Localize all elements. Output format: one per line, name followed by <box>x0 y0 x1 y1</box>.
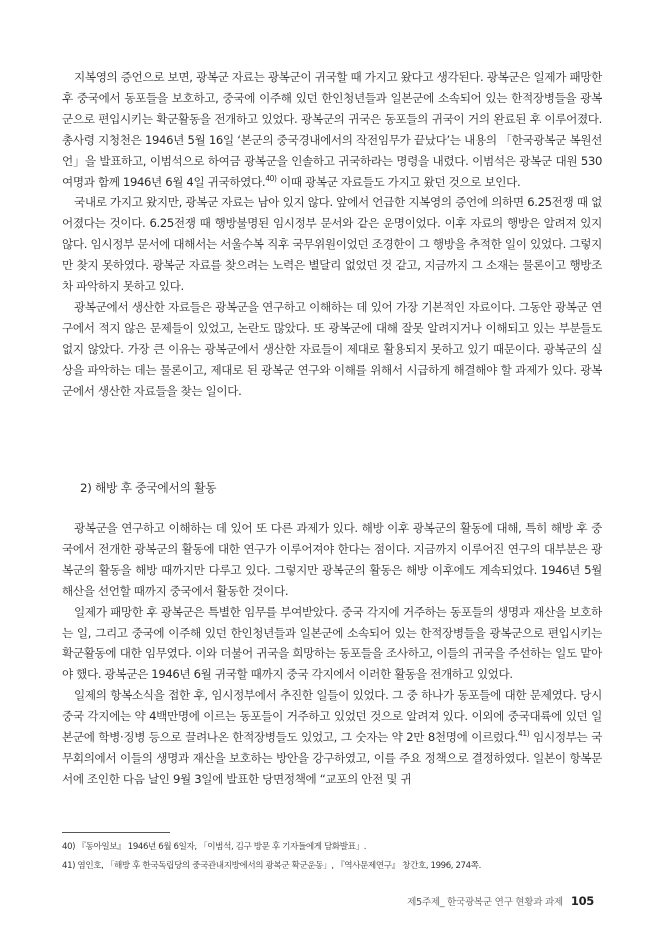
footnotes <box>62 838 602 876</box>
page-number: 105 <box>570 894 594 908</box>
paragraph-text: 이때 광복군 자료들도 가지고 왔던 것으로 보인다. <box>276 174 521 189</box>
footnote-divider <box>62 832 170 833</box>
paragraph: 광복군을 연구하고 이해하는 데 있어 또 다른 과제가 있다. 해방 이후 광복군의 활동에 대해, 특히 해방 후 중국에서 전개한 광복군의 활동에 대한 연구가 이루어져야 한다는 점이다. 지금까지 이루어진 연구의 대부분은 광복군의 활동을 해방 때까지만 다루고 있다. 그렇지만 광복군의 활동은 해방 이후에도 계속되었다. 1946년 5월 해산을 선언할 때까지 중국에서 활동한 것이다. <box>62 521 602 598</box>
footnote-ref-41: 41) <box>517 729 530 739</box>
section-1-text <box>62 67 602 402</box>
paragraph <box>62 67 602 192</box>
paragraph-text: 임시정부는 국무회의에서 이들의 생명과 재산을 보호하는 방안을 강구하였고, 이를 주요 정책으로 결정하였다. 일본이 항복문서에 조인한 다음 날인 9월 3일에 발표한 당면정책에 “교포의 안전 및 귀 <box>62 730 602 786</box>
paragraph: 일제가 패망한 후 광복군은 특별한 임무를 부여받았다. 중국 각지에 거주하는 동포들의 생명과 재산을 보호하는 일, 그리고 중국에 이주해 있던 한인청년들과 일본군에 소속되어 있는 한적장병들을 광복군으로 편입시키는 확군활동에 대한 임무였다. 이와 더불어 귀국을 희망하는 동포들을 조사하고, 이들의 귀국을 주선하는 일도 맡아야 했다. 광복군은 1946년 6월 귀국할 때까지 중국 각지에서 이러한 활동을 전개하고 있었다. <box>62 604 602 682</box>
paragraph: 광복군에서 생산한 자료들은 광복군을 연구하고 이해하는 데 있어 가장 기본적인 자료이다. 그동안 광복군 연구에서 적지 않은 문제들이 있었고, 논란도 많았다. 또 광복군에 대해 잘못 알려지거나 이해되고 있는 부분들도 없지 않았다. 가장 큰 이유는 광복군에서 생산한 자료들이 제대로 활용되지 못하고 있기 때문이다. 광복군의 실상을 파악하는 데는 물론이고, 제대로 된 광복군 연구와 이해를 위해서 시급하게 해결해야 할 과제가 있다. 광복군에서 생산한 자료들을 찾는 일이다. <box>62 299 602 398</box>
footnote-ref-40: 40) <box>265 173 277 183</box>
footnote-40: 40) 『동아일보』 1946년 6월 6일자, 「이범석, 김구 방문 후 기자들에게 담화발표」. <box>62 842 367 852</box>
paragraph-text: 일제의 항복소식을 접한 후, 임시정부에서 추진한 일들이 있었다. 그 중 하나가 동포들에 대한 문제였다. 당시 중국 각지에는 약 4백만명에 이르는 동포들이 거주하고 있었던 것으로 알려져 있다. 이외에 중국대륙에 있던 일본군에 학병·징병 등으로 끌려나온 한적장병들도 있었고, 그 숫자는 약 2만 8천명에 이르렀다. <box>62 688 602 745</box>
footnote-41: 41) 염인호, 「해방 후 한국독립당의 중국관내지방에서의 광복군 확군운동」, 『역사문제연구』 창간호, 1996, 274쪽. <box>62 861 481 871</box>
page-footer <box>407 894 594 908</box>
paragraph <box>62 685 602 790</box>
running-footer-title: 제5주제_ 한국광복군 연구 현황과 과제 <box>407 897 563 908</box>
paragraph: 국내로 가지고 왔지만, 광복군 자료는 남아 있지 않다. 앞에서 언급한 지복영의 증언에 의하면 6.25전쟁 때 없어졌다는 것이다. 6.25전쟁 때 행방불명된 임시정부 문서와 같은 운명이었다. 이후 자료의 행방은 알려져 있지 않다. 임시정부 문서에 대해서는 서울수복 직후 국무위원이었던 조경한이 그 행방을 추적한 일이 있었다. 그렇지만 찾지 못하였다. 광복군 자료를 찾으려는 노력은 별달리 없었던 것 같고, 지금까지 그 소재는 물론이고 행방조차 파악하지 못하고 있다. <box>62 195 602 294</box>
section-heading: 2) 해방 후 중국에서의 활동 <box>80 481 217 495</box>
paragraph-text: 지복영의 증언으로 보면, 광복군 자료는 광복군이 귀국할 때 가지고 왔다고 생각된다. 광복군은 일제가 패망한 후 중국에서 동포들을 보호하고, 중국에 이주해 있던 한인청년들과 일본군에 소속되어 있는 한적장병들을 광복군으로 편입시키는 확군활동을 전개하고 있었다. 광복군의 귀국은 동포들의 귀국이 거의 완료된 후 이루어졌다. 총사령 지청천은 1946년 5월 16일 ‘본군의 중국경내에서의 작전임무가 끝났다’는 내용의 「한국광복군 복원선언」을 발표하고, 이범석으로 하여금 광복군을 인솔하고 귀국하라는 명령을 내렸다. 이범석은 광복군 대원 530여명과 함께 1946년 6월 4일 귀국하였다. <box>62 70 602 189</box>
section-2-text <box>62 518 602 790</box>
